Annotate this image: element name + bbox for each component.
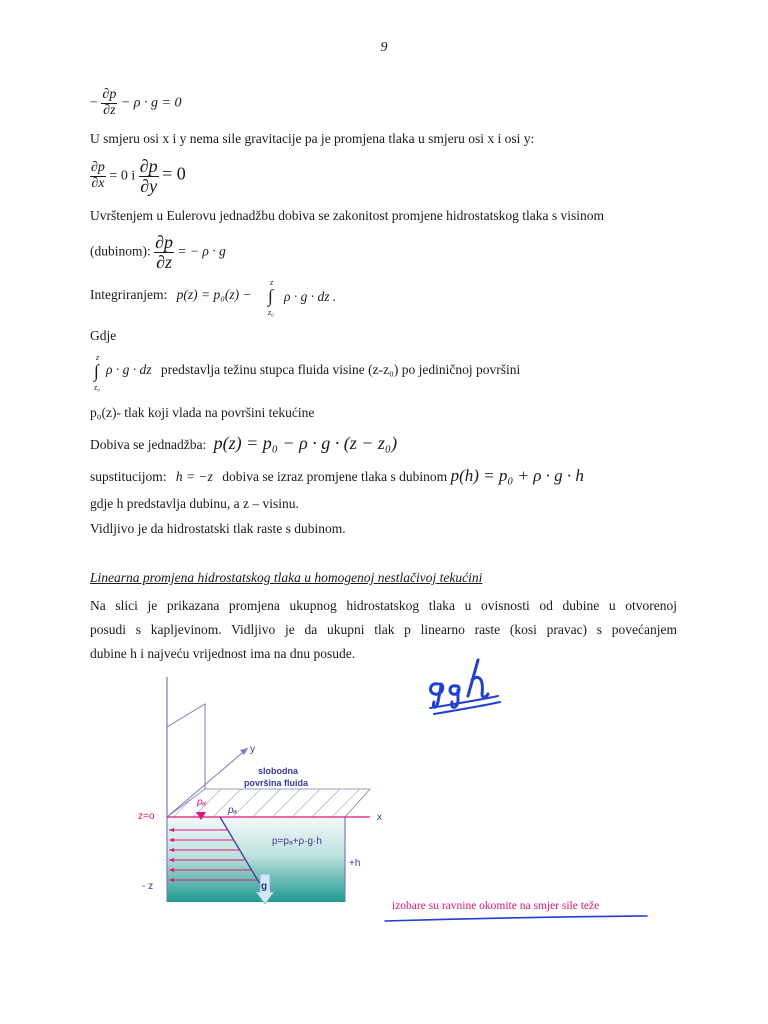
y-axis-label: y — [250, 744, 255, 755]
pa-label-1: pₐ — [197, 797, 207, 808]
eq8a: h = −z — [175, 469, 213, 484]
eq2-b-denominator: ∂y — [140, 175, 158, 196]
text-line-3 — [90, 233, 226, 272]
eq1-rest: − ρ · g = 0 — [120, 95, 182, 111]
text-line-7 — [90, 433, 397, 455]
integral-2-lower: z₀ — [94, 383, 100, 392]
pressure-formula-label: p=pₐ+ρ·g·h — [272, 836, 322, 847]
integral-1 — [266, 278, 286, 320]
figure-svg — [130, 662, 390, 917]
text-line-eq5 — [106, 362, 520, 378]
eq1-numerator: ∂p — [102, 87, 117, 102]
eq4-rest: ρ · g · dz . — [284, 289, 337, 304]
text-line-5: Gdje — [90, 328, 117, 343]
eq3-numerator: ∂p — [155, 232, 174, 252]
text-line-4 — [90, 287, 252, 303]
back-wall — [167, 704, 205, 789]
eq4-lhs: p(z) = p₀(z) − — [176, 287, 252, 302]
integral-1-upper: z — [270, 278, 274, 287]
integral-1-sign: ∫ — [268, 286, 273, 306]
minus-z-label: - z — [142, 881, 154, 892]
eq2-b-rest: = 0 — [162, 163, 186, 184]
paragraph-line-1: Na slici je prikazana promjena ukupnog hidrostatskog tlaka u ovisnosti od dubine u otvorenoj — [90, 598, 677, 613]
equation-1 — [90, 88, 181, 118]
plus-h-label: +h — [349, 858, 361, 869]
integral-2-sign: ∫ — [94, 361, 99, 381]
eq1-denominator: ∂z — [103, 102, 116, 118]
line3-pre: (dubinom): — [90, 243, 151, 259]
text-line-6: p₀(z)- tlak koji vlada na površini tekućine — [90, 405, 315, 420]
eq5-text: predstavlja težinu stupca fluida visine (z-z₀) po jediničnoj površini — [160, 362, 521, 377]
text-line-8 — [90, 466, 584, 486]
paragraph — [90, 594, 677, 666]
eq5-rest: ρ · g · dz — [106, 362, 152, 377]
z0-label: z=o — [138, 811, 155, 822]
handwriting — [424, 656, 504, 716]
eq2-a-denominator: ∂x — [91, 175, 105, 191]
integral-2-upper: z — [96, 353, 100, 362]
page-number: 9 — [380, 40, 388, 55]
caption-underline-svg — [383, 913, 649, 925]
line7-pre: Dobiva se jednadžba: — [90, 437, 207, 452]
paragraph-line-2: posudi s kapljevinom. Vidljivo je da ukupni tlak p linearno raste (kosi pravac) s povećanjem — [90, 622, 677, 637]
text-line-9: gdje h predstavlja dubinu, a z – visinu. — [90, 496, 299, 511]
eq2-a-numerator: ∂p — [91, 160, 105, 176]
eq7: p(z) = p₀ − ρ · g · (z − z₀) — [213, 433, 398, 453]
equation-2 — [90, 157, 186, 196]
eq8b: p(h) = p₀ + ρ · g · h — [450, 466, 584, 485]
surface-label-2: površina fluida — [244, 778, 309, 788]
eq3-denominator: ∂z — [156, 251, 173, 272]
line8-pre: supstitucijom: — [90, 469, 167, 484]
section-title: Linearna promjena hidrostatskog tlaka u homogenoj nestlačivoj tekućini — [90, 570, 483, 585]
integral-1-lower: z₀ — [268, 308, 274, 317]
paragraph-line-3: dubine h i najveću vrijednost ima na dnu posude. — [90, 646, 356, 661]
line8-mid: dobiva se izraz promjene tlaka s dubinom — [222, 469, 448, 484]
x-axis-label: x — [377, 812, 382, 823]
text-line-2: Uvrštenjem u Eulerovu jednadžbu dobiva se zakonitost promjene hidrostatskog tlaka s visinom — [90, 208, 605, 223]
text-line-10: Vidljivo je da hidrostatski tlak raste s dubinom. — [90, 521, 346, 536]
line4-pre: Integriranjem: — [90, 287, 168, 302]
text-line-1: U smjeru osi x i y nema sile gravitacije pa je promjena tlaka u smjeru osi x i osi y: — [90, 131, 535, 146]
pa-label-2: pₐ — [228, 805, 238, 816]
eq3-rest: = − ρ · g — [177, 243, 226, 259]
pressure-figure — [130, 662, 390, 917]
surface-label-1: slobodna — [258, 766, 298, 776]
figure-caption: izobare su ravnine okomite na smjer sile teže — [392, 900, 600, 912]
minus-sign: − — [90, 95, 98, 111]
handwriting-svg — [424, 656, 504, 716]
eq2-b-numerator: ∂p — [139, 156, 158, 176]
caption-underline — [383, 912, 649, 924]
eq2-a-rest: = 0 i — [109, 168, 136, 184]
g-label: g — [261, 881, 268, 892]
